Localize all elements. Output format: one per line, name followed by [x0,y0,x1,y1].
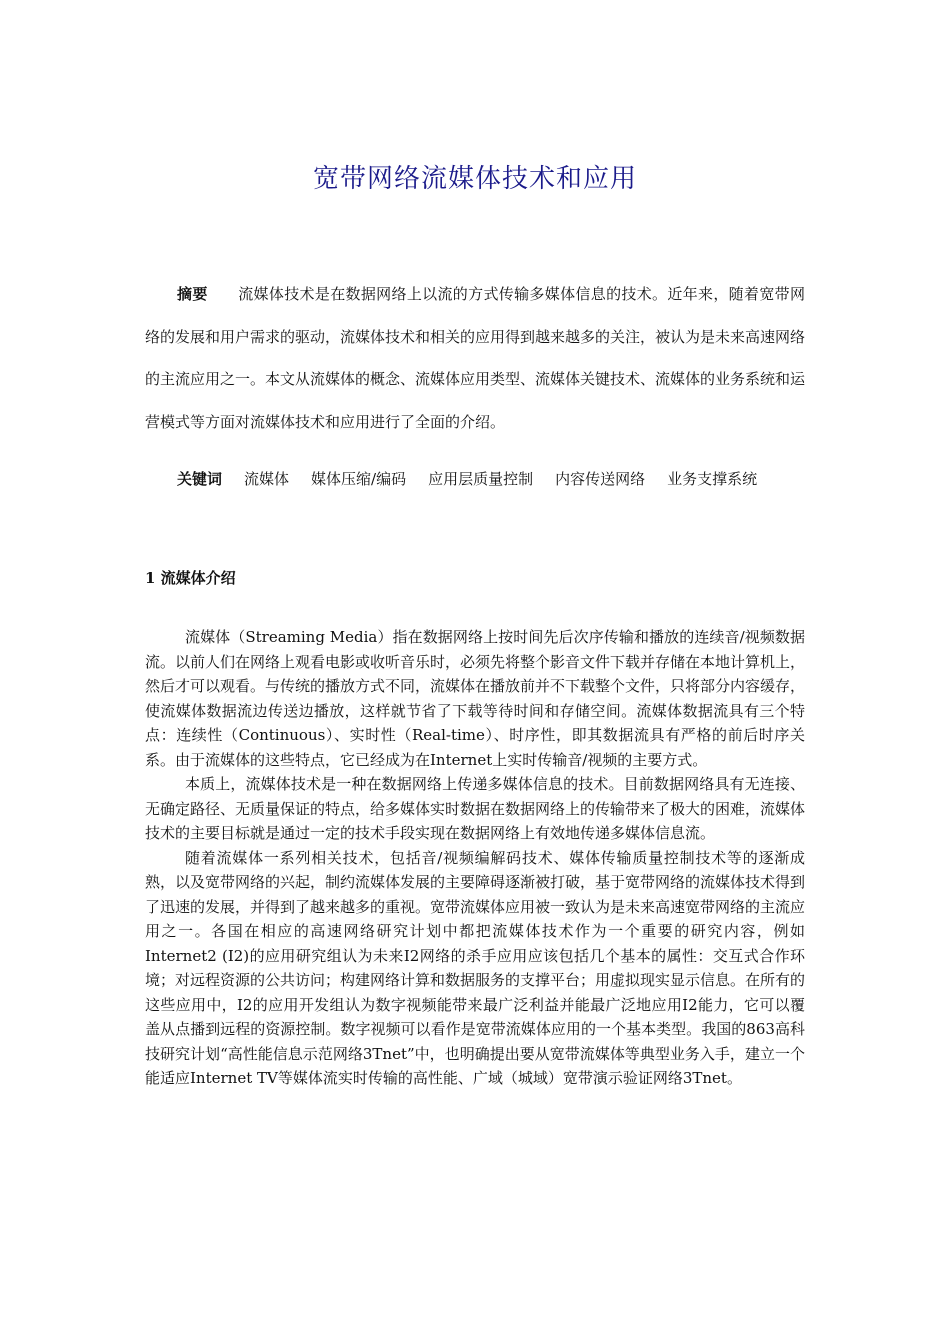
keyword-item: 应用层质量控制 [428,470,534,488]
keywords-label: 关键词 [177,470,223,488]
keywords-paragraph [145,458,805,501]
abstract-text: 流媒体技术是在数据网络上以流的方式传输多媒体信息的技术。近年来，随着宽带网络的发展和用户需求的驱动，流媒体技术和相关的应用得到越来越多的关注，被认为是未来高速网络的主流应用之一。本文从流媒体的概念、流媒体应用类型、流媒体关键技术、流媒体的业务系统和运营模式等方面对流媒体技术和应用进行了全面的介绍。 [145,285,806,431]
body-paragraph: 流媒体（Streaming Media）指在数据网络上按时间先后次序传输和播放的连续音/视频数据流。以前人们在网络上观看电影或收听音乐时，必须先将整个影音文件下载并存储在本地计算机上，然后才可以观看。与传统的播放方式不同，流媒体在播放前并不下载整个文件，只将部分内容缓存，使流媒体数据流边传送边播放，这样就节省了下载等待时间和存储空间。流媒体数据流具有三个特点：连续性（Continuous）、实时性（Real-time）、时序性，即其数据流具有严格的前后时序关系。由于流媒体的这些特点，它已经成为在Internet上实时传输音/视频的主要方式。 [145,628,806,769]
keyword-item: 媒体压缩/编码 [311,470,407,488]
abstract-label: 摘要 [177,285,208,303]
keyword-item: 流媒体 [244,470,290,488]
abstract-paragraph [145,273,805,443]
section-heading: 1 流媒体介绍 [145,569,236,587]
body-paragraph: 随着流媒体一系列相关技术，包括音/视频编解码技术、媒体传输质量控制技术等的逐渐成熟，以及宽带网络的兴起，制约流媒体发展的主要障碍逐渐被打破，基于宽带网络的流媒体技术得到了迅速的发展，并得到了越来越多的重视。宽带流媒体应用被一致认为是未来高速宽带网络的主流应用之一。各国在相应的高速网络研究计划中都把流媒体技术作为一个重要的研究内容，例如Internet2 (I2)的应用研究组认为未来I2网络的杀手应用应该包括几个基本的属性：交互式合作环境；对远程资源的公共访问；构建网络计算和数据服务的支撑平台；用虚拟现实显示信息。在所有的这些应用中，I2的应用开发组认为数字视频能带来最广泛利益并能最广泛地应用I2能力，它可以覆盖从点播到远程的资源控制。数字视频可以看作是宽带流媒体应用的一个基本类型。我国的863高科技研究计划“高性能信息示范网络3Tnet”中，也明确提出要从宽带流媒体等典型业务入手，建立一个能适应Internet TV等媒体流实时传输的高性能、广域（城域）宽带演示验证网络3Tnet。 [145,848,806,1087]
keyword-item: 业务支撑系统 [667,470,758,488]
section-body [145,625,805,1091]
keyword-item: 内容传送网络 [555,470,646,488]
body-paragraph: 本质上，流媒体技术是一种在数据网络上传递多媒体信息的技术。目前数据网络具有无连接、无确定路径、无质量保证的特点，给多媒体实时数据在数据网络上的传输带来了极大的困难，流媒体技术的主要目标就是通过一定的技术手段实现在数据网络上有效地传递多媒体信息流。 [145,775,806,842]
document-title: 宽带网络流媒体技术和应用 [312,164,637,194]
